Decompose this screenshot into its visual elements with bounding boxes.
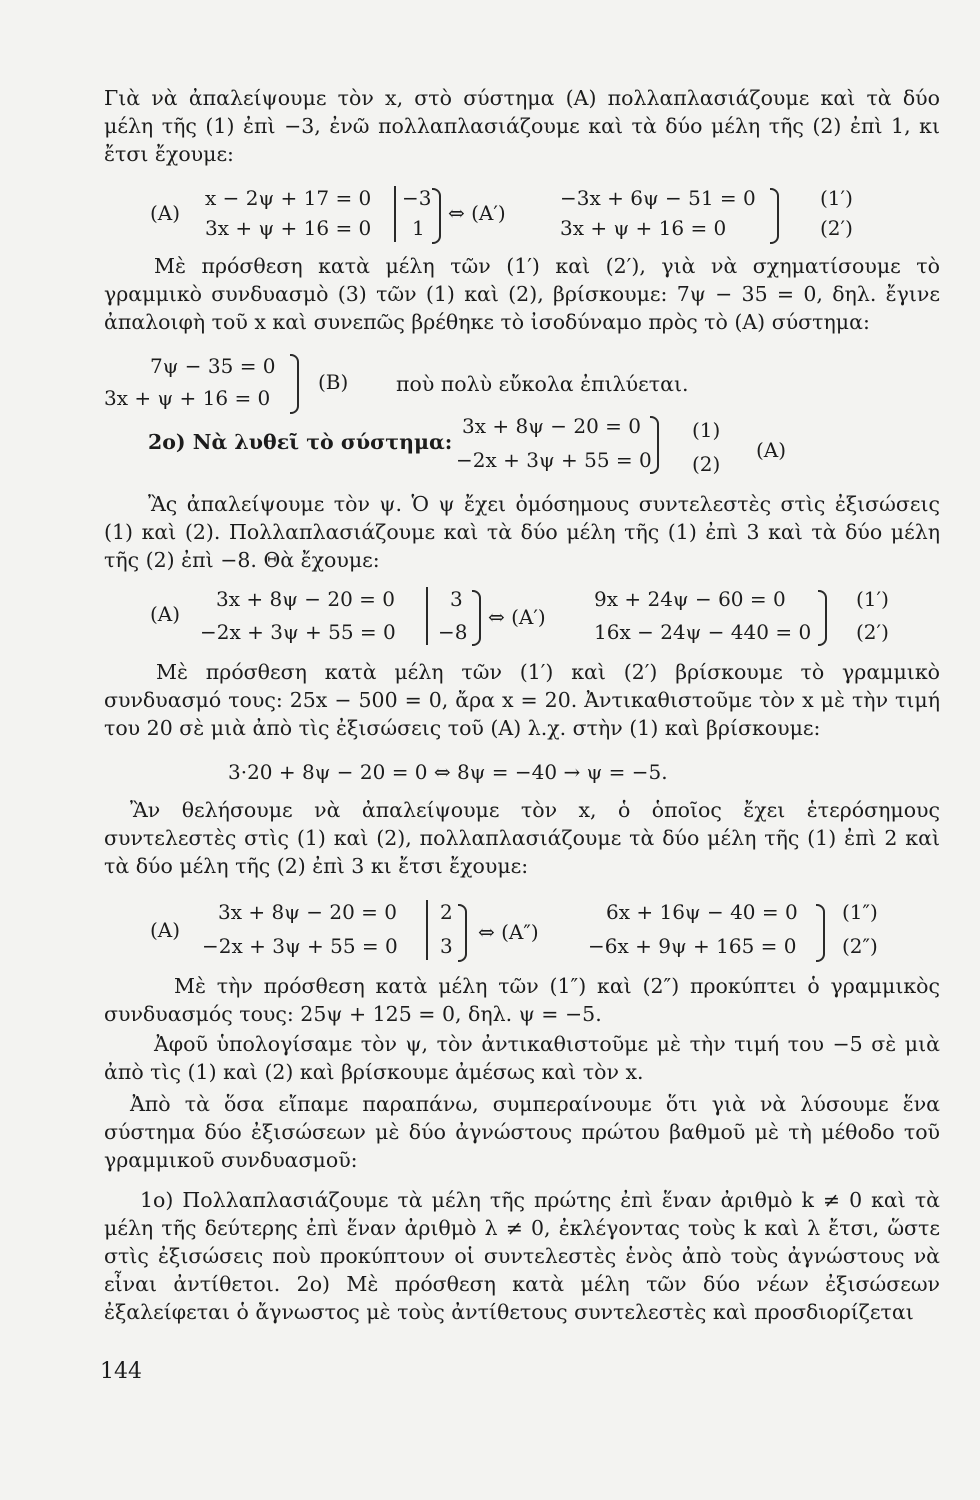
paragraph-addition-3: Μὲ τὴν πρόσθεση κατὰ μέλη τῶν (1″) καὶ (2″) προκύπτει ὁ γραμμικὸς συνδυασμός τους: 25ψ + 125 = 0, δηλ. ψ = −5.: [104, 974, 940, 1026]
multiplier-divider: [426, 587, 428, 645]
multiplier: −8: [438, 620, 468, 644]
right-brace: [818, 590, 827, 646]
multiplier: 1: [412, 216, 425, 240]
page-number: 144: [100, 1359, 142, 1384]
paragraph-substitute: Ἀφοῦ ὑπολογίσαμε τὸν ψ, τὸν ἀντικαθιστοῦμε μὲ τὴν τιμή του −5 σὲ μιὰ ἀπὸ τὶς (1) καὶ (2) καὶ βρίσκουμε ἀμέσως καὶ τὸν x.: [104, 1032, 940, 1084]
right-brace: [458, 904, 467, 962]
system-label: (A): [150, 602, 181, 626]
equation-number: (1″): [842, 900, 878, 924]
equation-number: (2″): [842, 934, 878, 958]
equation: 3x + ψ + 16 = 0: [104, 386, 271, 410]
paragraph-addition-2: Μὲ πρόσθεση κατὰ μέλη τῶν (1′) καὶ (2′) βρίσκουμε τὸ γραμμικὸ συνδυασμό τους: 25x − 500 = 0, ἄρα x = 20. Ἀντικαθιστοῦμε τὸν x μὲ τὴν τιμή του 20 σὲ μιὰ ἀπὸ τὶς ἐξισώσεις τοῦ (A) λ.χ. στὴν (1) καὶ βρίσκουμε:: [104, 660, 940, 740]
equation: 16x − 24ψ − 440 = 0: [594, 620, 812, 644]
equation-number: (2′): [820, 216, 853, 240]
equation: −6x + 9ψ + 165 = 0: [588, 934, 797, 958]
system-label: (A): [756, 438, 787, 462]
right-brace: [816, 904, 825, 962]
multiplier: 2: [440, 900, 453, 924]
problem-title: 2ο) Νὰ λυθεῖ τὸ σύστημα:: [148, 430, 453, 454]
multiplier: 3: [450, 587, 463, 611]
equation: 3x + 8ψ − 20 = 0: [216, 587, 396, 611]
equivalence-symbol: ⇔ (A′): [488, 605, 546, 629]
equation: 3x + ψ + 16 = 0: [205, 216, 372, 240]
paragraph-method-steps: 1ο) Πολλαπλασιάζουμε τὰ μέλη τῆς πρώτης ἐπὶ ἕναν ἀριθμὸ k ≠ 0 καὶ τὰ μέλη τῆς δεύτερης ἐπὶ ἕναν ἀριθμὸ λ ≠ 0, ἐκλέγοντας τοὺς k καὶ λ ἔτσι, ὥστε στὶς ἐξισώσεις ποὺ προκύπτουν οἱ συντελεστὲς ἑνὸς ἀπὸ τοὺς ἀγνώστους νὰ εἶναι ἀντίθετοι. 2ο) Μὲ πρόσθεση κατὰ μέλη τῶν δύο νέων ἐξισώσεων ἐξαλείφεται ὁ ἄγνωστος μὲ τοὺς ἀντίθετους συντελεστὲς καὶ προσδιορίζεται: [104, 1188, 940, 1324]
multiplier-divider: [426, 900, 428, 960]
system-label: (A): [150, 918, 181, 942]
right-brace: [770, 188, 779, 244]
right-brace: [290, 354, 299, 414]
calculation: 3·20 + 8ψ − 20 = 0 ⇔ 8ψ = −40 → ψ = −5.: [228, 760, 668, 784]
equation: 3x + ψ + 16 = 0: [560, 216, 727, 240]
paragraph-eliminate-y: Ἂς ἀπαλείψουμε τὸν ψ. Ὁ ψ ἔχει ὁμόσημους συντελεστὲς στὶς ἐξισώσεις (1) καὶ (2). Πολλαπλασιάζουμε καὶ τὰ δύο μέλη τῆς (1) ἐπὶ 3 καὶ τὰ δύο μέλη τῆς (2) ἐπὶ −8. Θὰ ἔχουμε:: [104, 492, 940, 572]
equation: −2x + 3ψ + 55 = 0: [202, 934, 398, 958]
system-label: (B): [318, 370, 349, 394]
right-brace: [472, 590, 481, 646]
equation: 9x + 24ψ − 60 = 0: [594, 587, 786, 611]
equation: 6x + 16ψ − 40 = 0: [606, 900, 798, 924]
equation-number: (1): [692, 418, 721, 442]
equation: 3x + 8ψ − 20 = 0: [218, 900, 398, 924]
equation: 3x + 8ψ − 20 = 0: [462, 414, 642, 438]
equation: x − 2ψ + 17 = 0: [205, 186, 372, 210]
equation: 7ψ − 35 = 0: [150, 354, 276, 378]
system-label: (A): [150, 201, 181, 225]
paragraph-intro: Γιὰ νὰ ἀπαλείψουμε τὸν x, στὸ σύστημα (A) πολλαπλασιάζουμε καὶ τὰ δύο μέλη τῆς (1) ἐπὶ −3, ἐνῶ πολλαπλασιάζουμε καὶ τὰ δύο μέλη τῆς (2) ἐπὶ 1, κι ἔτσι ἔχουμε:: [104, 86, 940, 166]
equation-number: (1′): [856, 587, 889, 611]
equivalence-symbol: ⇔ (A′): [448, 201, 506, 225]
equation-number: (1′): [820, 186, 853, 210]
equation: −2x + 3ψ + 55 = 0: [456, 448, 652, 472]
solution-note: ποὺ πολὺ εὔκολα ἐπιλύεται.: [396, 372, 689, 396]
equation: −3x + 6ψ − 51 = 0: [560, 186, 756, 210]
right-brace: [650, 416, 659, 474]
paragraph-addition-1: Μὲ πρόσθεση κατὰ μέλη τῶν (1′) καὶ (2′), γιὰ νὰ σχηματίσουμε τὸ γραμμικὸ συνδυασμὸ (3) τῶν (1) καὶ (2), βρίσκουμε: 7ψ − 35 = 0, δηλ. ἔγινε ἀπαλοιφὴ τοῦ x καὶ συνεπῶς βρέθηκε τὸ ἰσοδύναμο πρὸς τὸ (A) σύστημα:: [104, 254, 940, 334]
multiplier-divider: [394, 186, 396, 242]
right-brace: [432, 188, 441, 244]
multiplier: 3: [440, 934, 453, 958]
equation: −2x + 3ψ + 55 = 0: [200, 620, 396, 644]
equation-number: (2′): [856, 620, 889, 644]
equation-number: (2): [692, 452, 721, 476]
paragraph-eliminate-x: Ἂν θελήσουμε νὰ ἀπαλείψουμε τὸν x, ὁ ὁποῖος ἔχει ἑτερόσημους συντελεστὲς στὶς (1) καὶ (2), πολλαπλασιάζουμε τὰ δύο μέλη τῆς (1) ἐπὶ 2 καὶ τὰ δύο μέλη τῆς (2) ἐπὶ 3 κι ἔτσι ἔχουμε:: [104, 798, 940, 878]
multiplier: −3: [402, 186, 432, 210]
equivalence-symbol: ⇔ (A″): [478, 920, 539, 944]
paragraph-conclusion: Ἀπὸ τὰ ὅσα εἴπαμε παραπάνω, συμπεραίνουμε ὅτι γιὰ νὰ λύσουμε ἕνα σύστημα δύο ἐξισώσεων μὲ δύο ἀγνώστους πρώτου βαθμοῦ μὲ τὴ μέθοδο τοῦ γραμμικοῦ συνδυασμοῦ:: [104, 1092, 940, 1172]
